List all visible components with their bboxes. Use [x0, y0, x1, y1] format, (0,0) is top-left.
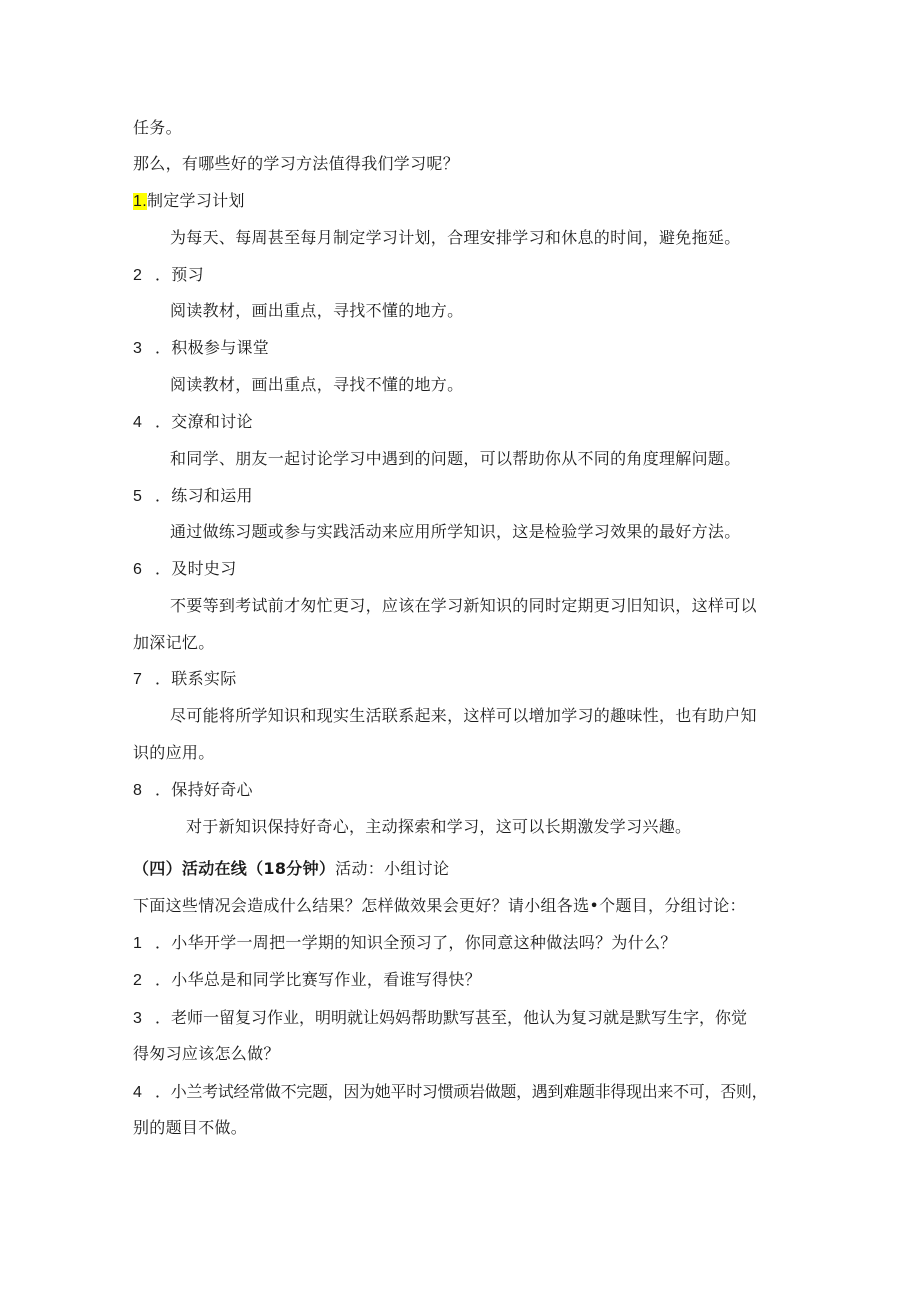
heading-text: ．积极参与课堂	[155, 338, 270, 357]
list-number: 8	[133, 782, 143, 799]
heading-text: ．保持好奇心	[155, 780, 253, 799]
paragraph: 不要等到考试前才匆忙更习，应该在学习新知识的同时定期更习旧知识，这样可以	[170, 596, 757, 615]
heading-text: 制定学习计划	[146, 191, 245, 210]
heading-8	[133, 779, 253, 802]
question-text: ．小兰考试经常做不完题，因为她平时习惯顽岩做题，遇到难题非得现出来不可，否则，	[155, 1082, 768, 1101]
paragraph: 通过做练习题或参与实践活动来应用所学知识，这是检验学习效果的最好方法。	[170, 522, 741, 541]
text-line: 那么，有哪些好的学习方法值得我们学习呢？	[133, 154, 460, 173]
heading-3	[133, 337, 269, 360]
heading-text: ．联系实际	[155, 669, 237, 688]
question-intro: 下面这些情况会造成什么结果？怎样做效果会更好？请小组各选•个题目，分组讨论：	[133, 896, 746, 915]
heading-7	[133, 668, 237, 691]
heading-text: ．练习和运用	[155, 486, 253, 505]
list-number: 4	[133, 414, 143, 431]
question-3	[133, 1007, 747, 1030]
list-number: 3	[133, 340, 143, 357]
heading-6	[133, 558, 237, 581]
question-1	[133, 932, 677, 955]
list-number: 7	[133, 671, 143, 688]
list-number: 2	[133, 267, 143, 284]
section-title: （四）活动在线（18分钟）	[133, 859, 336, 878]
paragraph: 和同学、朋友一起讨论学习中遇到的问题，可以帮助你从不同的角度理解问题。	[170, 449, 741, 468]
list-number: 5	[133, 488, 143, 505]
question-text: ．老师一留复习作业，明明就让妈妈帮助默写甚至，他认为复习就是默写生字，你觉	[155, 1008, 748, 1027]
section-heading	[133, 858, 449, 880]
heading-1	[133, 190, 245, 213]
list-number: 1	[133, 935, 143, 952]
question-continued: 别的题目不做。	[133, 1118, 248, 1137]
list-number: 6	[133, 561, 143, 578]
paragraph: 对于新知识保持好奇心，主动探索和学习，这可以长期激发学习兴趣。	[186, 817, 692, 836]
heading-text: ．预习	[155, 265, 204, 284]
heading-2	[133, 264, 204, 287]
paragraph-continued: 加深记忆。	[133, 633, 215, 652]
question-text: ．小华总是和同学比赛写作业，看谁写得快？	[155, 970, 482, 989]
paragraph: 阅读教材，画出重点，寻找不懂的地方。	[170, 301, 464, 320]
section-subtitle: 活动：小组讨论	[335, 859, 450, 878]
question-text: ．小华开学一周把一学期的知识全预习了，你同意这种做法吗？为什么？	[155, 933, 677, 952]
list-number: 4	[133, 1084, 142, 1101]
paragraph: 阅读教材，画出重点，寻找不懂的地方。	[170, 375, 464, 394]
highlight-number: 1.	[133, 193, 147, 210]
question-4	[133, 1081, 767, 1104]
paragraph: 尽可能将所学知识和现实生活联系起来，这样可以增加学习的趣味性，也有助户知	[170, 706, 757, 725]
question-2	[133, 969, 481, 992]
heading-5	[133, 485, 253, 508]
paragraph-continued: 识的应用。	[133, 743, 215, 762]
paragraph: 为每天、每周甚至每月制定学习计划，合理安排学习和休息的时间，避免拖延。	[170, 228, 741, 247]
heading-4	[133, 411, 253, 434]
question-continued: 得匆习应该怎么做？	[133, 1044, 280, 1063]
list-number: 3	[133, 1010, 142, 1027]
list-number: 2	[133, 972, 143, 989]
heading-text: ．交潦和讨论	[155, 412, 253, 431]
text-line: 任务。	[133, 118, 182, 137]
heading-text: ．及时史习	[155, 559, 237, 578]
